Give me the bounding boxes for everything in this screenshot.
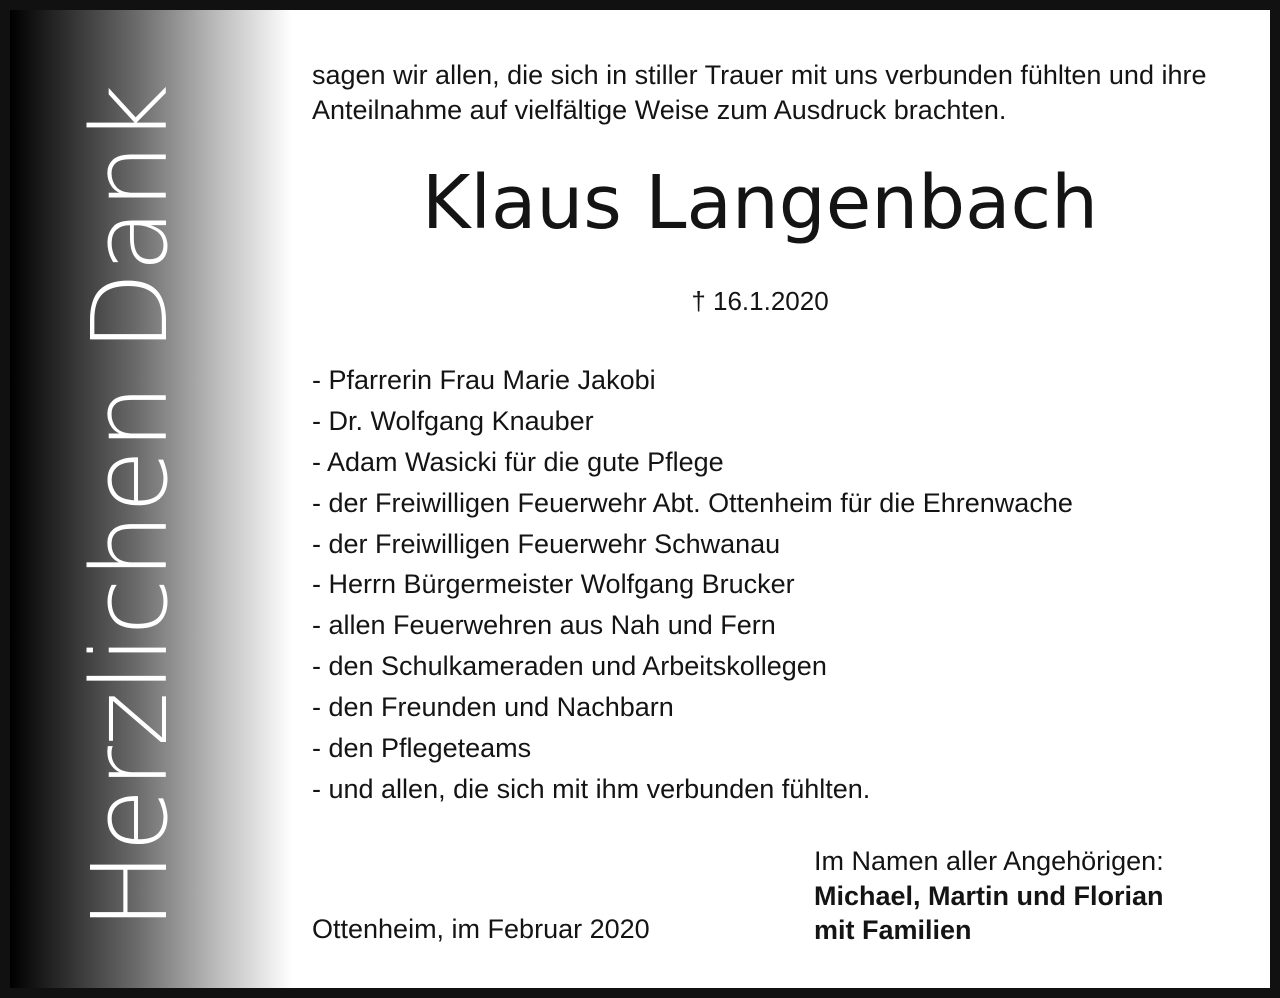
thanks-item: - allen Feuerwehren aus Nah und Fern — [312, 610, 776, 641]
thanks-item: - den Freunden und Nachbarn — [312, 692, 674, 723]
thanks-item: - der Freiwilligen Feuerwehr Abt. Ottenheim für die Ehrenwache — [312, 487, 1073, 518]
thanks-item: - den Pflegeteams — [312, 733, 532, 764]
signature-intro: Im Namen aller Angehörigen: — [814, 846, 1164, 876]
signature-block — [814, 843, 1234, 947]
thanks-item: - Adam Wasicki für die gute Pflege — [312, 446, 724, 477]
thanks-item: - der Freiwilligen Feuerwehr Schwanau — [312, 528, 781, 559]
side-gradient-band — [10, 10, 292, 988]
thanks-item: - Pfarrerin Frau Marie Jakobi — [312, 365, 656, 395]
thanks-item: - Dr. Wolfgang Knauber — [312, 405, 594, 436]
signature-families: mit Familien — [814, 915, 972, 945]
death-date: † 16.1.2020 — [691, 286, 829, 316]
place-date: Ottenheim, im Februar 2020 — [312, 914, 650, 944]
signature-names: Michael, Martin und Florian — [814, 881, 1164, 911]
deceased-name: Klaus Langenbach — [421, 160, 1099, 246]
intro-text: sagen wir allen, die sich in stiller Trauer mit uns verbunden fühlten und ihre Anteilnahme auf vielfältige Weise zum Ausdruck brachten. — [312, 60, 1207, 125]
thanks-item: - und allen, die sich mit ihm verbunden fühlten. — [312, 773, 871, 804]
side-title: Herzlichen Dank — [69, 84, 191, 930]
thanks-item: - Herrn Bürgermeister Wolfgang Brucker — [312, 569, 795, 600]
thanks-item: - den Schulkameraden und Arbeitskollegen — [312, 651, 827, 682]
thanks-list — [312, 360, 1073, 810]
